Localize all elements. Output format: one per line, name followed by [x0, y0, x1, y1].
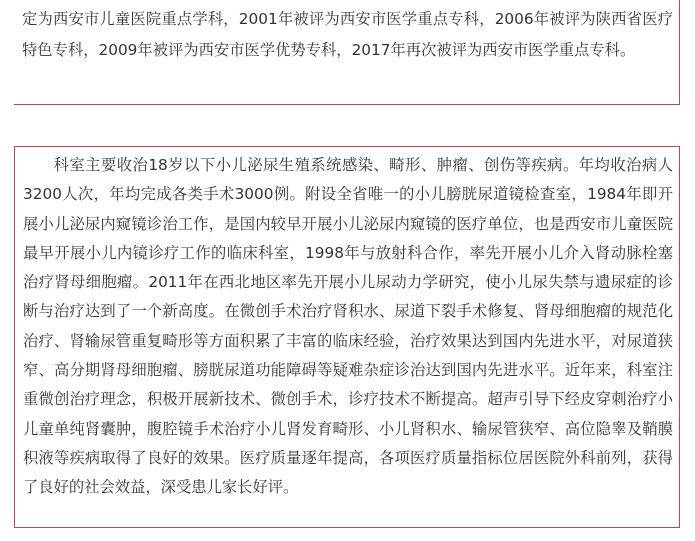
honors-paragraph: 定为西安市儿童医院重点学科，2001年被评为西安市医学重点专科，2006年被评为陕西省医疗特色专科，2009年被评为西安市医学优势专科，2017年再次被评为西安市医学重点专科。	[22, 10, 673, 59]
department-intro-box	[14, 146, 680, 528]
honors-text-box	[14, 0, 680, 105]
department-intro-paragraph: 科室主要收治18岁以下小儿泌尿生殖系统感染、畸形、肿瘤、创伤等疾病。年均收治病人3200人次，年均完成各类手术3000例。附设全省唯一的小儿膀胱尿道镜检查室，1984年即开展小儿泌尿内窥镜诊治工作，是国内较早开展小儿泌尿内窥镜的医疗单位，也是西安市儿童医院最早开展小儿内镜诊疗工作的临床科室，1998年与放射科合作，率先开展小儿介入肾动脉栓塞治疗肾母细胞瘤。2011年在西北地区率先开展小儿尿动力学研究，使小儿尿失禁与遗尿症的诊断与治疗达到了一个新高度。在微创手术治疗肾积水、尿道下裂手术修复、肾母细胞瘤的规范化治疗、肾输尿管重复畸形等方面积累了丰富的临床经验，治疗效果达到国内先进水平，对尿道狭窄、高分期肾母细胞瘤、膀胱尿道功能障碍等疑难杂症诊治达到国内先进水平。近年来，科室注重微创治疗理念，积极开展新技术、微创手术，诊疗技术不断提高。超声引导下经皮穿刺治疗小儿童单纯肾囊肿，腹腔镜手术治疗小儿肾发育畸形、小儿肾积水、输尿管狭窄、高位隐睾及鞘膜积液等疾病取得了良好的效果。医疗质量逐年提高，各项医疗质量指标位居医院外科前列，获得了良好的社会效益，深受患儿家长好评。	[23, 156, 673, 497]
